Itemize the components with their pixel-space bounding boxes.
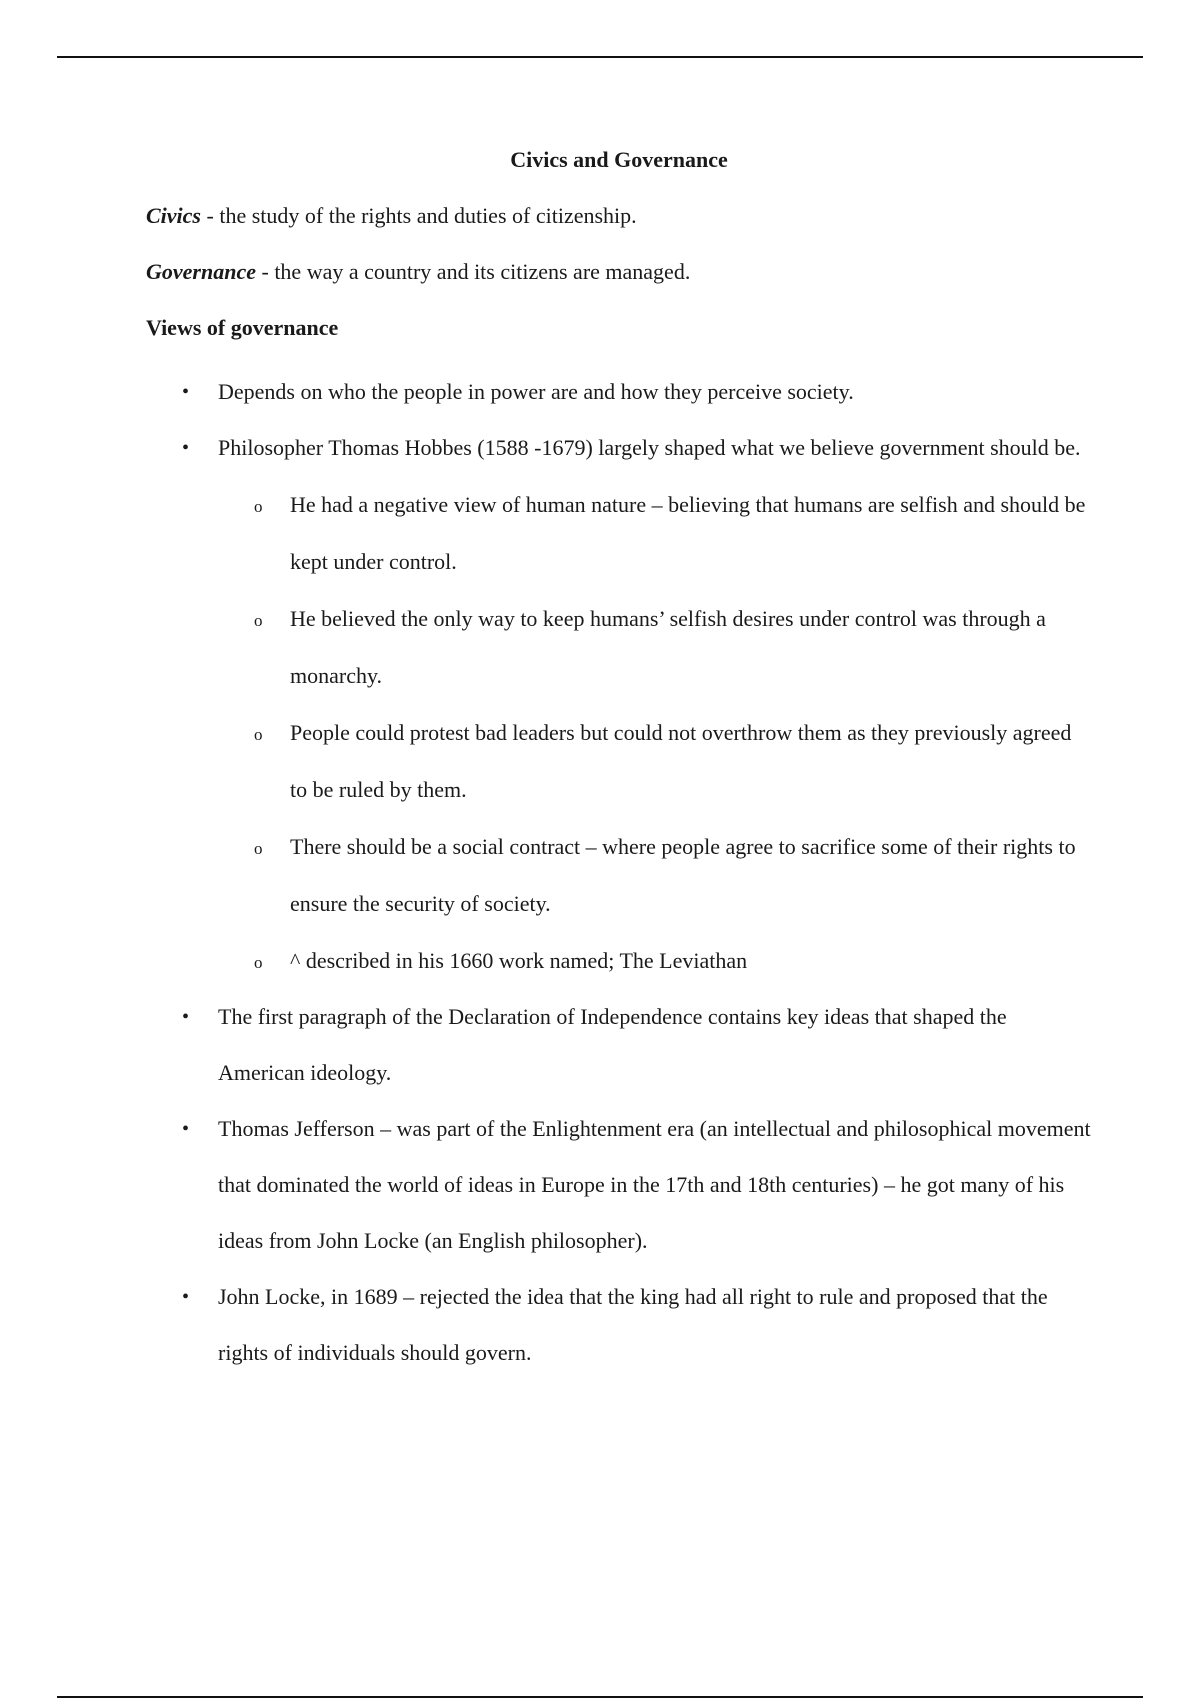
list-item-text: Depends on who the people in power are and how they perceive society. [218,379,854,404]
sub-list-item-text: There should be a social contract – where people agree to sacrifice some of their rights to ensure the security of society. [290,834,1076,916]
sub-list-item [218,704,1092,818]
definition-text: the way a country and its citizens are managed. [274,259,691,284]
definition-term: Governance [146,259,256,284]
sub-list-item-text: He believed the only way to keep humans’ selfish desires under control was through a monarchy. [290,606,1046,688]
bullet-icon: • [182,381,190,403]
bottom-rule [57,1696,1143,1698]
bullet-icon: • [182,1286,190,1308]
definition-text: the study of the rights and duties of citizenship. [219,203,637,228]
list-item [146,1101,1092,1269]
section-heading: Views of governance [146,315,339,340]
list-item [146,420,1092,989]
definition-term: Civics [146,203,201,228]
bullet-icon: • [182,1006,190,1028]
hollow-circle-icon: o [254,497,263,516]
definition-civics [146,196,1092,236]
definition-governance [146,252,1092,292]
sub-list-item-text: ^ described in his 1660 work named; The Leviathan [290,948,748,973]
hollow-circle-icon: o [254,953,263,972]
list-item [146,364,1092,420]
hollow-circle-icon: o [254,611,263,630]
document-body [146,140,1092,1381]
top-rule [57,56,1143,58]
list-item-text: Philosopher Thomas Hobbes (1588 -1679) largely shaped what we believe government should be. [218,435,1081,460]
sub-list-item [218,932,1092,989]
sub-list-item-text: People could protest bad leaders but could not overthrow them as they previously agreed to be ruled by them. [290,720,1072,802]
bullet-icon: • [182,1118,190,1140]
sub-list-item [218,590,1092,704]
list-item [146,1269,1092,1381]
list-item [146,989,1092,1101]
sub-list-item [218,476,1092,590]
list-item-text: John Locke, in 1689 – rejected the idea that the king had all right to rule and proposed that the rights of individuals should govern. [218,1284,1048,1365]
sub-list-item [218,818,1092,932]
sub-bullet-list [218,476,1092,989]
list-item-text: Thomas Jefferson – was part of the Enlightenment era (an intellectual and philosophical movement that dominated the world of ideas in Europe in the 17th and 18th centuries) – he got many of his ideas from John Locke (an English philosopher). [218,1116,1091,1253]
definition-separator: - [255,259,275,284]
hollow-circle-icon: o [254,725,263,744]
list-item-text: The first paragraph of the Declaration of Independence contains key ideas that shaped the American ideology. [218,1004,1007,1085]
hollow-circle-icon: o [254,839,263,858]
bullet-icon: • [182,437,190,459]
bullet-list [146,364,1092,1381]
sub-list-item-text: He had a negative view of human nature – believing that humans are selfish and should be kept under control. [290,492,1086,574]
definition-separator: - [201,203,220,228]
page-title: Civics and Governance [510,147,728,172]
